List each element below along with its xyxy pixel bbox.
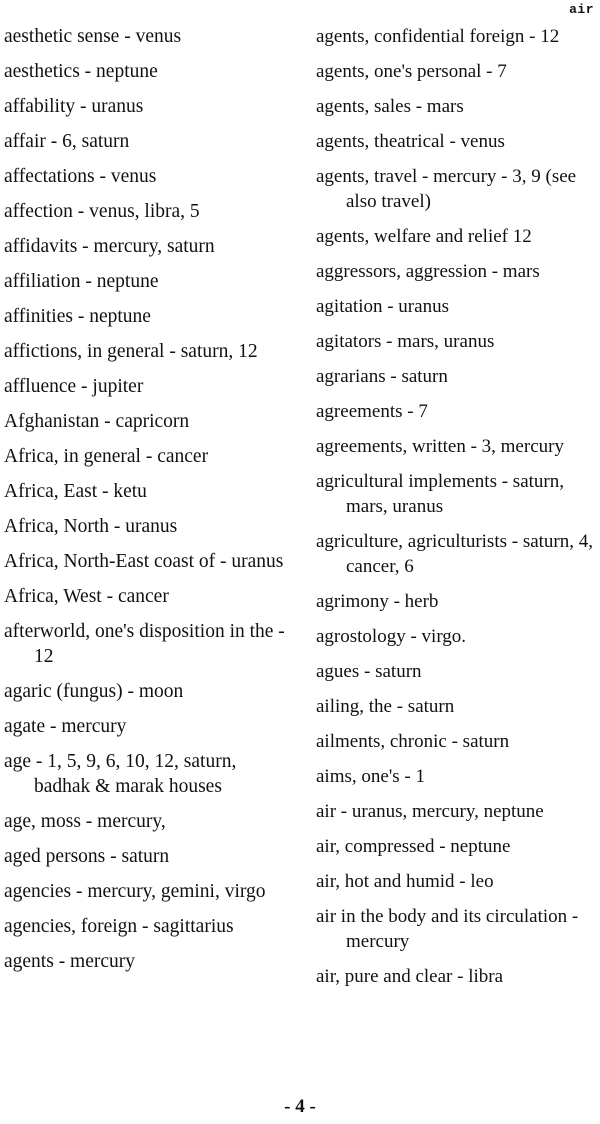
index-entry: age, moss - mercury, <box>4 811 166 832</box>
index-entry: agents - mercury <box>4 951 136 972</box>
index-entry: Africa, East - ketu <box>4 481 147 502</box>
index-entry: ailing, the - saturn <box>316 696 455 717</box>
index-entry: aesthetics - neptune <box>4 61 158 82</box>
index-entry: agricultural implements - saturn, mars, uranus <box>316 471 564 517</box>
index-entry: agrimony - herb <box>316 591 439 612</box>
index-entry: Africa, West - cancer <box>4 586 169 607</box>
running-head: air <box>569 2 594 17</box>
index-entry: agitators - mars, uranus <box>316 331 495 352</box>
index-entry: aesthetic sense - venus <box>4 26 182 47</box>
index-entry: affinities - neptune <box>4 306 151 327</box>
index-entry: agents, sales - mars <box>316 96 464 117</box>
index-entry: affability - uranus <box>4 96 144 117</box>
index-entry: affidavits - mercury, saturn <box>4 236 215 257</box>
index-entry: agreements - 7 <box>316 401 428 422</box>
index-entry: affair - 6, saturn <box>4 131 130 152</box>
index-entry: agents, confidential foreign - 12 <box>316 26 560 47</box>
index-entry: agents, one's personal - 7 <box>316 61 507 82</box>
index-entry: Africa, in general - cancer <box>4 446 209 467</box>
index-entry: Africa, North-East coast of - uranus <box>4 551 284 572</box>
index-entry: agriculture, agriculturists - saturn, 4, cancer, 6 <box>316 531 594 577</box>
index-entry: agaric (fungus) - moon <box>4 681 184 702</box>
index-entry: agencies - mercury, gemini, virgo <box>4 881 266 902</box>
index-entry: afterworld, one's disposition in the - 12 <box>4 621 285 667</box>
index-entry: agitation - uranus <box>316 296 449 317</box>
index-entry: aggressors, aggression - mars <box>316 261 540 282</box>
index-entry: Africa, North - uranus <box>4 516 178 537</box>
index-entry: affluence - jupiter <box>4 376 144 397</box>
index-entry: aims, one's - 1 <box>316 766 425 787</box>
index-entry: affiliation - neptune <box>4 271 159 292</box>
index-entry: air, compressed - neptune <box>316 836 511 857</box>
index-entry: agues - saturn <box>316 661 422 682</box>
index-entry: agrarians - saturn <box>316 366 448 387</box>
index-entry: agents, travel - mercury - 3, 9 (see also travel) <box>316 166 577 212</box>
index-entry: affictions, in general - saturn, 12 <box>4 341 258 362</box>
index-entry: agreements, written - 3, mercury <box>316 436 564 457</box>
page-number: - 4 - <box>284 1096 316 1117</box>
index-entry: agate - mercury <box>4 716 127 737</box>
index-entry: ailments, chronic - saturn <box>316 731 510 752</box>
right-column <box>316 24 600 999</box>
index-entry: agents, theatrical - venus <box>316 131 505 152</box>
index-entry: air - uranus, mercury, neptune <box>316 801 544 822</box>
index-entry: age - 1, 5, 9, 6, 10, 12, saturn, badhak & marak houses <box>4 751 237 797</box>
index-entry: agencies, foreign - sagittarius <box>4 916 234 937</box>
index-entry: agrostology - virgo. <box>316 626 467 647</box>
left-column <box>4 24 290 984</box>
index-entry: agents, welfare and relief 12 <box>316 226 532 247</box>
index-entry: aged persons - saturn <box>4 846 170 867</box>
index-entry: air in the body and its circulation - mercury <box>316 906 579 952</box>
index-entry: affectations - venus <box>4 166 157 187</box>
index-entry: air, pure and clear - libra <box>316 966 504 987</box>
index-entry: air, hot and humid - leo <box>316 871 494 892</box>
index-entry: affection - venus, libra, 5 <box>4 201 200 222</box>
index-entry: Afghanistan - capricorn <box>4 411 190 432</box>
